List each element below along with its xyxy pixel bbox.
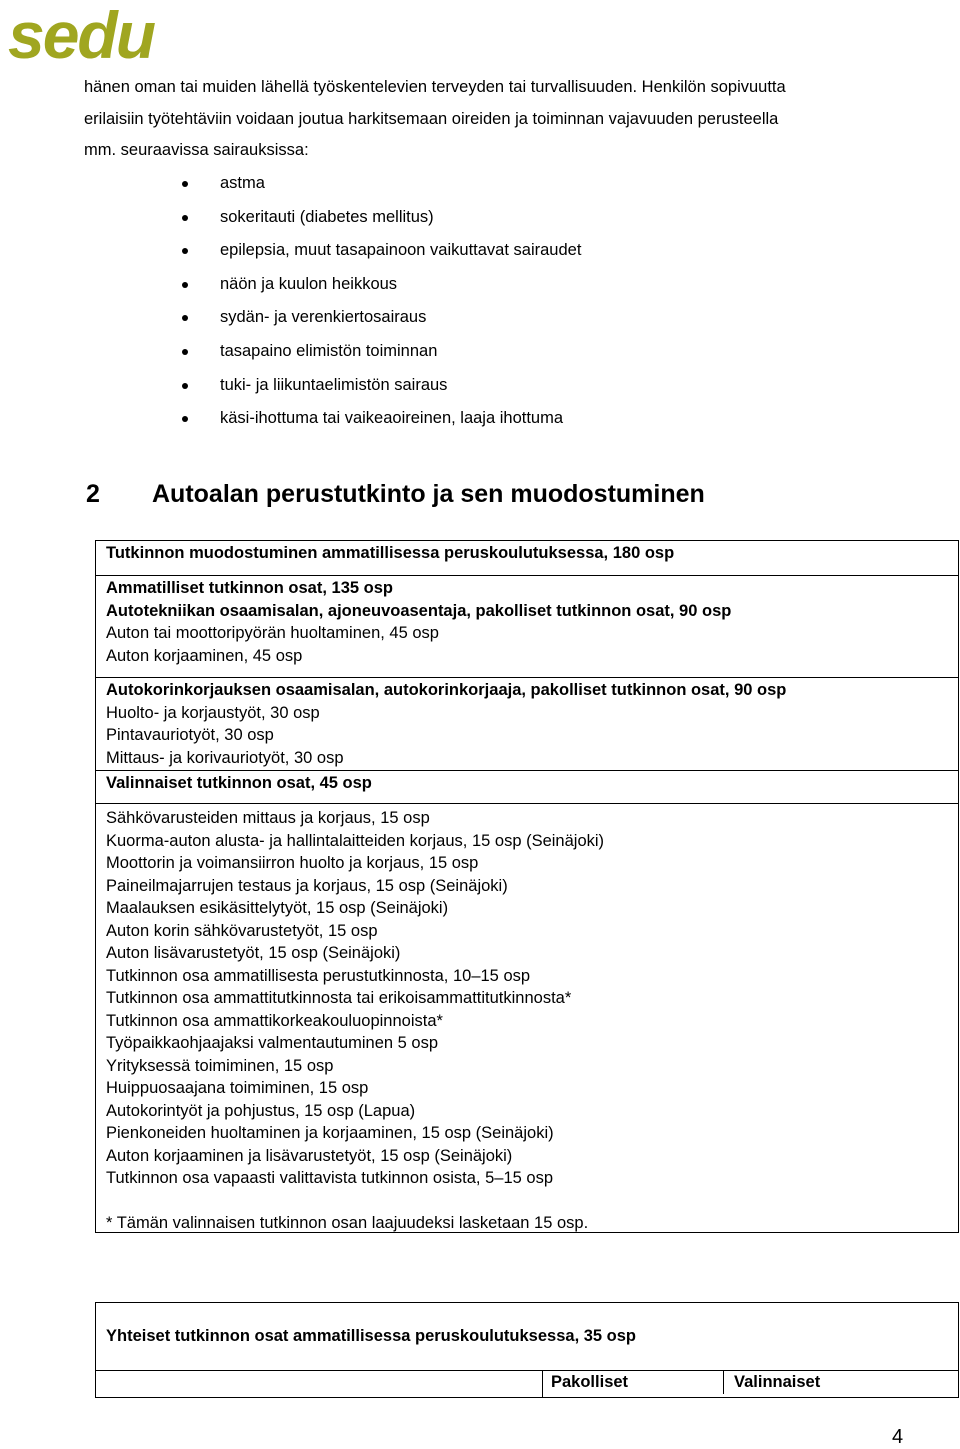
table-cell: Auton korin sähkövarustetyöt, 15 osp	[106, 921, 378, 940]
table-row	[96, 804, 958, 1232]
table-cell: Auton korjaaminen, 45 osp	[106, 646, 303, 665]
list-item: sydän- ja verenkiertosairaus	[180, 301, 581, 335]
table-cell: Maalauksen esikäsittelytyöt, 15 osp (Seinäjoki)	[106, 899, 449, 917]
table-cell: Moottorin ja voimansiirron huolto ja korjaus, 15 osp	[106, 854, 479, 872]
table-row	[96, 1371, 958, 1397]
table-cell: Autokorintyöt ja pohjustus, 15 osp (Lapua)	[106, 1101, 416, 1120]
table-cell: Tutkinnon osa ammattitutkinnosta tai erikoisammattitutkinnosta*	[106, 989, 572, 1007]
section-title: Autoalan perustutkinto ja sen muodostuminen	[152, 480, 705, 508]
bullet-icon	[182, 315, 188, 321]
table-cell: Pintavauriotyöt, 30 osp	[106, 726, 274, 744]
table-cell: Pienkoneiden huoltaminen ja korjaaminen, 15 osp (Seinäjoki)	[106, 1124, 554, 1142]
intro-line: mm. seuraavissa sairauksissa:	[84, 141, 309, 159]
row-title: Autokorinkorjauksen osaamisalan, autokorinkorjaaja, pakolliset tutkinnon osat, 90 osp	[106, 681, 787, 699]
table-header: Tutkinnon muodostuminen ammatillisessa peruskoulutuksessa, 180 osp	[106, 544, 675, 562]
bullet-icon	[182, 349, 188, 355]
list-item: näön ja kuulon heikkous	[180, 268, 581, 302]
table-cell: Auton tai moottoripyörän huoltaminen, 45 osp	[106, 624, 439, 642]
column-header-compulsory: Pakolliset	[543, 1371, 724, 1394]
row-title: Ammatilliset tutkinnon osat, 135 osp	[106, 579, 393, 597]
table-cell: Huolto- ja korjaustyöt, 30 osp	[106, 703, 320, 722]
list-item: tuki- ja liikuntaelimistön sairaus	[180, 369, 581, 403]
table-cell: Paineilmajarrujen testaus ja korjaus, 15 osp (Seinäjoki)	[106, 876, 508, 895]
bullet-icon	[182, 416, 188, 422]
disease-list	[180, 167, 581, 436]
list-item: astma	[180, 167, 581, 201]
table-cell: Tutkinnon osa vapaasti valittavista tutkinnon osista, 5–15 osp	[106, 1169, 553, 1187]
bullet-icon	[182, 215, 188, 221]
section-number: 2	[86, 480, 100, 508]
svg-text:sedu: sedu	[8, 4, 155, 64]
table-cell: Auton korjaaminen ja lisävarustetyöt, 15 osp (Seinäjoki)	[106, 1146, 513, 1165]
table-cell: Yrityksessä toimiminen, 15 osp	[106, 1056, 334, 1075]
common-units-table	[95, 1302, 959, 1398]
intro-paragraph	[84, 72, 924, 167]
table-row	[96, 771, 958, 804]
table-header-row	[96, 1303, 958, 1371]
table-cell: Sähkövarusteiden mittaus ja korjaus, 15 osp	[106, 809, 430, 827]
list-item: tasapaino elimistön toiminnan	[180, 335, 581, 369]
table-cell: Mittaus- ja korivauriotyöt, 30 osp	[106, 748, 344, 767]
intro-line: hänen oman tai muiden lähellä työskentelevien terveyden tai turvallisuuden. Henkilön sopivuutta	[84, 78, 786, 96]
table-cell	[96, 1371, 543, 1397]
bullet-icon	[182, 383, 188, 389]
sedu-logo	[8, 4, 170, 64]
list-item: sokeritauti (diabetes mellitus)	[180, 201, 581, 235]
intro-line: erilaisiin työtehtäviin voidaan joutua harkitsemaan oireiden ja toiminnan vajavuuden perusteella	[84, 109, 779, 128]
page-number: 4	[892, 1426, 904, 1448]
table-cell: Tutkinnon osa ammatillisesta perustutkinnosta, 10–15 osp	[106, 966, 531, 985]
section-heading	[86, 480, 705, 509]
bullet-icon	[182, 248, 188, 254]
table-header: Yhteiset tutkinnon osat ammatillisessa peruskoulutuksessa, 35 osp	[106, 1327, 637, 1345]
row-subtitle: Autotekniikan osaamisalan, ajoneuvoasentaja, pakolliset tutkinnon osat, 90 osp	[106, 601, 732, 620]
table-cell: Huippuosaajana toimiminen, 15 osp	[106, 1079, 369, 1097]
footnote: * Tämän valinnaisen tutkinnon osan laajuudeksi lasketaan 15 osp.	[106, 1213, 589, 1232]
row-title: Valinnaiset tutkinnon osat, 45 osp	[106, 774, 372, 792]
degree-structure-table	[95, 540, 959, 1233]
bullet-icon	[182, 282, 188, 288]
list-item: käsi-ihottuma tai vaikeaoireinen, laaja ihottuma	[180, 402, 581, 436]
table-row	[96, 678, 958, 771]
bullet-icon	[182, 181, 188, 187]
table-cell: Työpaikkaohjaajaksi valmentautuminen 5 osp	[106, 1034, 439, 1052]
table-row	[96, 576, 958, 678]
table-cell: Tutkinnon osa ammattikorkeakouluopinnoista*	[106, 1011, 443, 1030]
column-header-optional: Valinnaiset	[734, 1373, 821, 1391]
table-cell: Auton lisävarustetyöt, 15 osp (Seinäjoki)	[106, 944, 401, 962]
table-header-row	[96, 541, 958, 576]
table-cell: Kuorma-auton alusta- ja hallintalaitteiden korjaus, 15 osp (Seinäjoki)	[106, 831, 605, 850]
list-item: epilepsia, muut tasapainoon vaikuttavat sairaudet	[180, 234, 581, 268]
